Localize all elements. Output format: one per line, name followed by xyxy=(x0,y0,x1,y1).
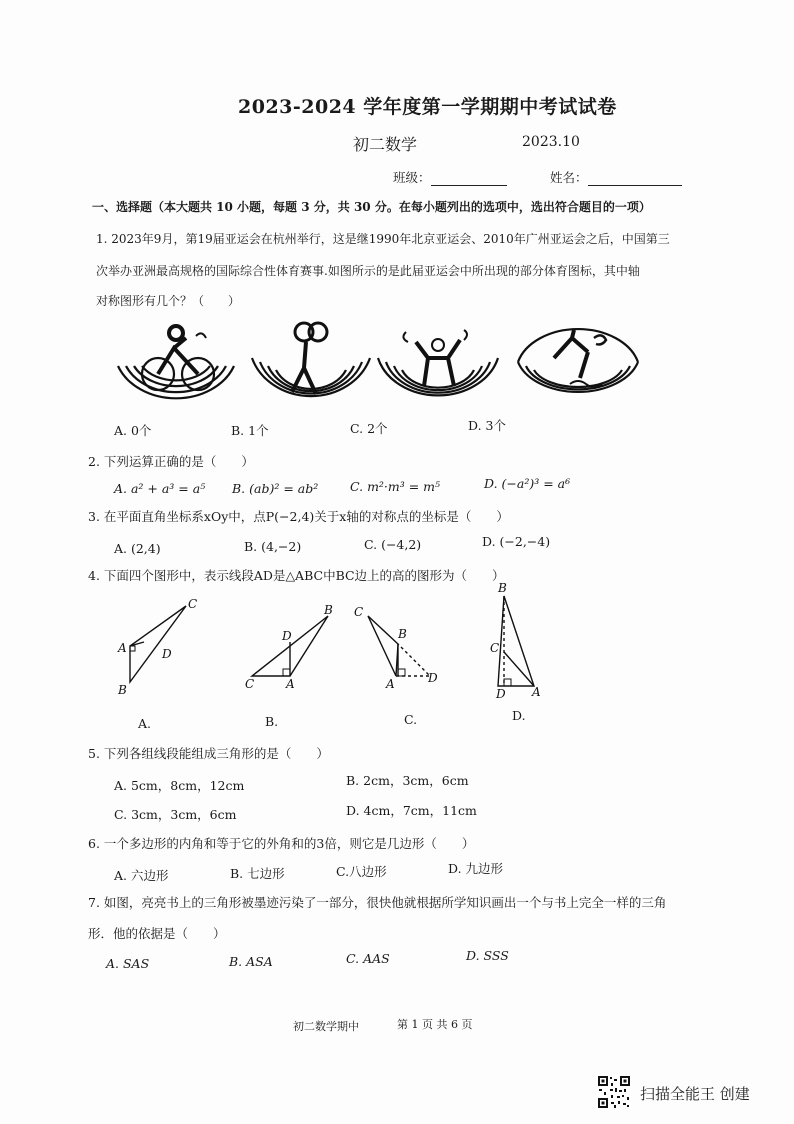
q4-figure-b xyxy=(252,616,328,676)
q5-option-b[interactable]: B. 2cm，3cm，6cm xyxy=(346,773,469,788)
q1-option-c[interactable]: C. 2个 xyxy=(350,421,388,436)
q4d-label-b: B xyxy=(498,581,507,595)
q6-option-a[interactable]: A. 六边形 xyxy=(114,868,169,883)
class-field xyxy=(393,168,507,186)
q2-option-b[interactable]: B. (ab)² = ab² xyxy=(232,481,319,496)
exam-title: 2023-2024 学年度第一学期期中考试试卷 xyxy=(238,96,617,118)
q2-option-a[interactable]: A. a² + a³ = a⁵ xyxy=(114,481,206,496)
q4-option-a[interactable]: A. xyxy=(138,716,152,731)
q4b-label-c: C xyxy=(245,677,255,691)
q2-option-d[interactable]: D. (−a²)³ = a⁶ xyxy=(484,476,571,491)
q3-option-b[interactable]: B. (4,−2) xyxy=(244,539,302,554)
q4-figure-a xyxy=(130,606,186,682)
name-field xyxy=(550,168,682,186)
q4-option-b[interactable]: B. xyxy=(265,714,279,729)
q4-figure-d xyxy=(498,596,534,686)
footer-subject: 初二数学期中 xyxy=(293,1020,359,1033)
q1-option-a[interactable]: A. 0个 xyxy=(114,423,152,438)
q5-option-d[interactable]: D. 4cm，7cm，11cm xyxy=(346,803,477,818)
q4a-label-d: D xyxy=(162,647,172,661)
subject-label: 初二数学 xyxy=(353,135,418,154)
q1-line2: 次举办亚洲最高规格的国际综合性体育赛事.如图所示的是此届亚运会中所出现的部分体育图标，其中轴 xyxy=(96,264,640,278)
cycling-pictogram-icon xyxy=(118,326,234,398)
qr-code-icon xyxy=(597,1075,631,1109)
q4a-label-a: A xyxy=(118,641,127,655)
q3-option-a[interactable]: A. (2,4) xyxy=(114,541,161,556)
q4a-label-c: C xyxy=(188,597,198,611)
q6-option-b[interactable]: B. 七边形 xyxy=(230,866,285,881)
q1-option-b[interactable]: B. 1个 xyxy=(231,423,269,438)
q4-figure-c xyxy=(368,616,430,676)
name-label: 姓名： xyxy=(550,170,588,185)
q7-line2: 形．他的依据是（ ） xyxy=(88,926,226,941)
q4c-label-b: B xyxy=(398,627,407,641)
q4d-label-c: C xyxy=(490,641,500,655)
q4-option-d[interactable]: D. xyxy=(512,708,526,723)
q4a-label-b: B xyxy=(118,683,127,697)
q4b-label-a: A xyxy=(286,677,295,691)
q4b-label-b: B xyxy=(324,603,333,617)
q4-stem: 4. 下面四个图形中，表示线段AD是△ABC中BC边上的高的图形为（ ） xyxy=(88,568,505,583)
q4b-label-d: D xyxy=(282,629,292,643)
watermark-text: 扫描全能王 创建 xyxy=(640,1085,750,1103)
q1-option-d[interactable]: D. 3个 xyxy=(468,418,506,433)
class-blank[interactable] xyxy=(431,171,507,186)
q6-option-c[interactable]: C.八边形 xyxy=(336,864,387,879)
q7-option-b[interactable]: B. ASA xyxy=(229,954,273,969)
q4-option-c[interactable]: C. xyxy=(404,712,418,727)
q6-option-d[interactable]: D. 九边形 xyxy=(448,861,504,876)
q3-stem: 3. 在平面直角坐标系xOy中，点P(−2,4)关于x轴的对称点的坐标是（ ） xyxy=(88,509,509,524)
q5-option-a[interactable]: A. 5cm，8cm，12cm xyxy=(114,778,245,793)
q4d-label-a: A xyxy=(532,685,541,699)
footer-page: 第 1 页 共 6 页 xyxy=(397,1018,473,1031)
q4c-label-a: A xyxy=(386,677,395,691)
q7-option-a[interactable]: A. SAS xyxy=(106,956,150,971)
exam-date: 2023.10 xyxy=(522,134,580,150)
q5-stem: 5. 下列各组线段能组成三角形的是（ ） xyxy=(88,746,329,761)
q4c-label-d: D xyxy=(428,671,438,685)
q4-figures xyxy=(100,580,580,710)
q7-line1: 7. 如图，亮亮书上的三角形被墨迹污染了一部分，很快他就根据所学知识画出一个与书上完全一样的三角 xyxy=(88,895,667,910)
sport-pictograms xyxy=(110,318,640,418)
q2-option-c[interactable]: C. m²·m³ = m⁵ xyxy=(350,479,441,494)
q6-stem: 6. 一个多边形的内角和等于它的外角和的3倍，则它是几边形（ ） xyxy=(88,836,475,851)
q1-line1: 1. 2023年9月，第19届亚运会在杭州举行，这是继1990年北京亚运会、2010年广州亚运会之后，中国第三 xyxy=(96,232,670,246)
q3-option-d[interactable]: D. (−2,−4) xyxy=(482,534,551,549)
class-label: 班级： xyxy=(393,170,431,185)
name-blank[interactable] xyxy=(588,171,682,186)
q1-line3: 对称图形有几个？（ ） xyxy=(96,294,241,308)
wushu-pictogram-icon xyxy=(378,330,498,395)
q4c-label-c: C xyxy=(354,605,364,619)
dragon-boat-pictogram-icon xyxy=(518,329,638,392)
q2-stem: 2. 下列运算正确的是（ ） xyxy=(88,454,254,469)
q7-option-d[interactable]: D. SSS xyxy=(466,948,509,963)
q5-option-c[interactable]: C. 3cm，3cm，6cm xyxy=(114,807,237,822)
q7-option-c[interactable]: C. AAS xyxy=(346,951,390,966)
q4d-label-d: D xyxy=(496,687,506,701)
q3-option-c[interactable]: C. (−4,2) xyxy=(364,537,422,552)
section-heading: 一、选择题（本大题共 10 小题，每题 3 分，共 30 分。在每小题列出的选项中，选出符合题目的一项） xyxy=(92,200,651,214)
weightlifting-pictogram-icon xyxy=(252,323,370,396)
